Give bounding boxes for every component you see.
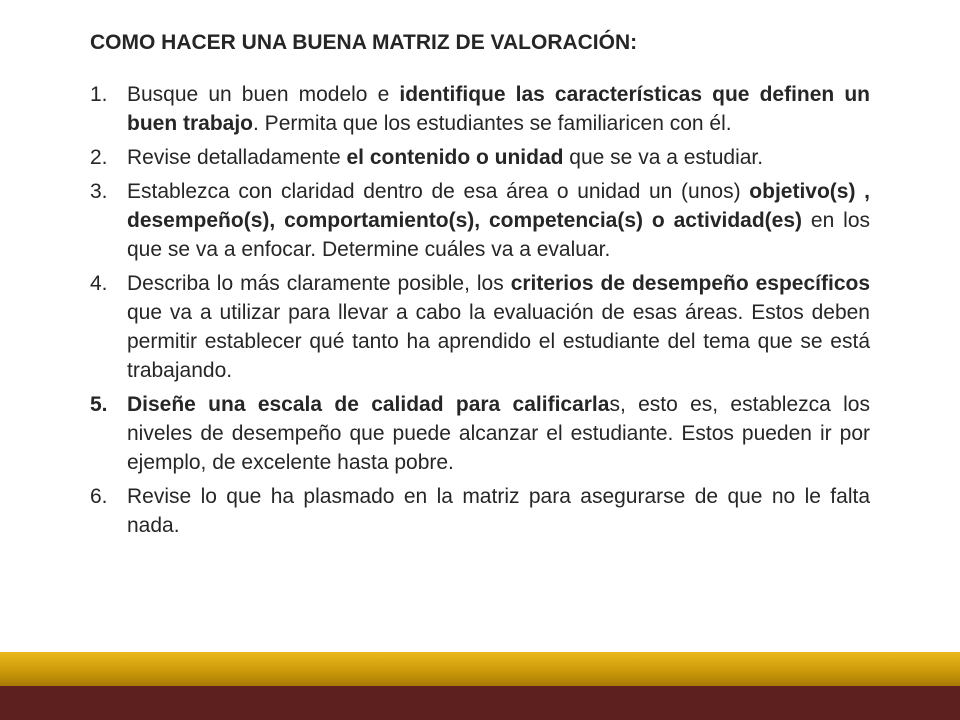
step-text: Busque un buen modelo e	[127, 83, 400, 106]
step-text: . Permita que los estudiantes se familiaricen con él.	[253, 112, 732, 135]
step-text: Describa lo más claramente posible, los	[127, 272, 511, 295]
step-number: 4.	[90, 272, 108, 295]
step-number: 5.	[90, 393, 108, 416]
steps-list	[90, 80, 870, 540]
step-number: 3.	[90, 180, 108, 203]
step-text: s, esto es, establezca los niveles de desempeño que puede alcanzar el estudiante. Estos pueden ir por ejemplo, de excelente hasta pobre.	[127, 393, 870, 474]
footer-gold-band	[0, 652, 960, 686]
step-number: 1.	[90, 83, 108, 106]
step-highlight: Diseñe una escala de calidad para calificarla	[127, 393, 610, 416]
step-text: en los que se va a enfocar. Determine cuáles va a evaluar.	[127, 209, 870, 261]
step-item-2	[90, 143, 870, 172]
step-highlight: objetivo(s) , desempeño(s), comportamiento(s), competencia(s) o actividad(es)	[127, 180, 871, 232]
step-item-6	[90, 482, 870, 540]
step-item-5	[90, 390, 870, 477]
step-highlight: el contenido o unidad	[346, 146, 564, 169]
step-item-3	[90, 177, 870, 264]
step-number: 2.	[90, 146, 108, 169]
step-highlight: identifique las características que definen un buen trabajo	[127, 83, 871, 135]
step-text: Revise detalladamente	[127, 146, 347, 169]
slide-content	[90, 26, 870, 545]
slide-title: COMO HACER UNA BUENA MATRIZ DE VALORACIÓN:	[90, 31, 638, 54]
step-number: 6.	[90, 485, 108, 508]
step-text: Establezca con claridad dentro de esa área o unidad un (unos)	[127, 180, 750, 203]
step-text: que se va a estudiar.	[563, 146, 764, 169]
step-text: Revise lo que ha plasmado en la matriz para asegurarse de que no le falta nada.	[127, 485, 870, 537]
step-item-1	[90, 80, 870, 138]
step-item-4	[90, 269, 870, 385]
step-highlight: criterios de desempeño específicos	[510, 272, 871, 295]
footer-maroon-band	[0, 686, 960, 720]
step-text: que va a utilizar para llevar a cabo la evaluación de esas áreas. Estos deben permitir establecer qué tanto ha aprendido el estudiante del tema que se está trabajando.	[127, 301, 870, 382]
